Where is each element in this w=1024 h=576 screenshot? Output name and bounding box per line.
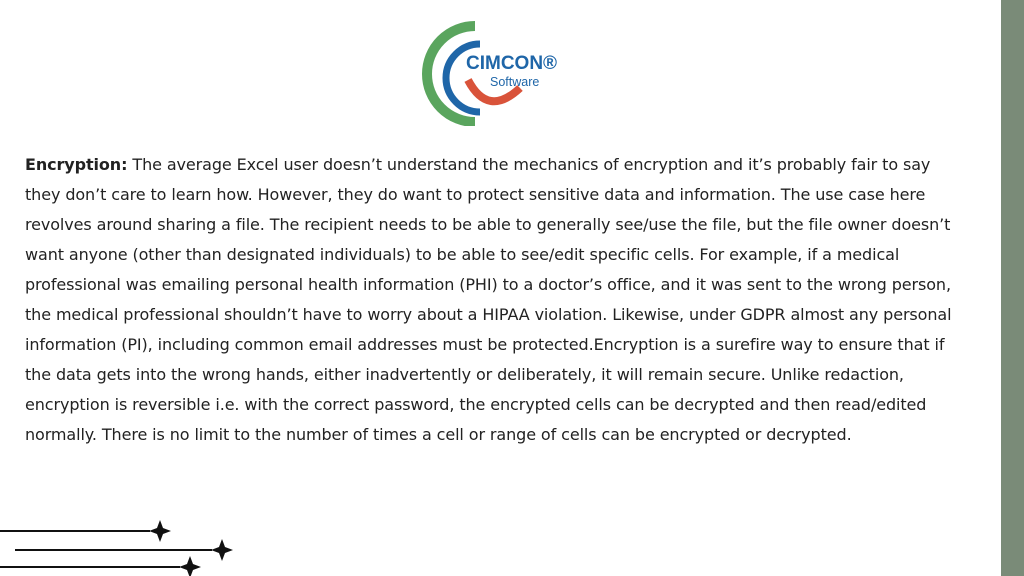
logo-subtitle-text: Software [490, 75, 540, 89]
side-accent-bar [1001, 0, 1024, 576]
star-icon-2 [211, 539, 233, 561]
encryption-label: Encryption: [25, 155, 128, 174]
cimcon-logo [420, 18, 580, 126]
decorative-lines-stars [0, 515, 240, 576]
encryption-paragraph [25, 150, 965, 450]
star-icon-3 [179, 556, 201, 576]
encryption-body: The average Excel user doesn’t understand the mechanics of encryption and it’s probably fair to say they don’t care to learn how. However, they do want to protect sensitive data and information. The use case here revolves around sharing a file. The recipient needs to be able to generally see/use the file, but the file owner doesn’t want anyone (other than designated individuals) to be able to see/edit specific cells. For example, if a medical professional was emailing personal health information (PHI) to a doctor’s office, and it was sent to the wrong person, the medical professional shouldn’t have to worry about a HIPAA violation. Likewise, under GDPR almost any personal information (PI), including common email addresses must be protected.Encryption is a surefire way to ensure that if the data gets into the wrong hands, either inadvertently or deliberately, it will remain secure. Unlike redaction, encryption is reversible i.e. with the correct password, the encrypted cells can be decrypted and then read/edited normally. There is no limit to the number of times a cell or range of cells can be encrypted or decrypted. [25, 155, 952, 444]
logo-brand-text: CIMCON® [466, 53, 558, 74]
star-icon-1 [149, 520, 171, 542]
